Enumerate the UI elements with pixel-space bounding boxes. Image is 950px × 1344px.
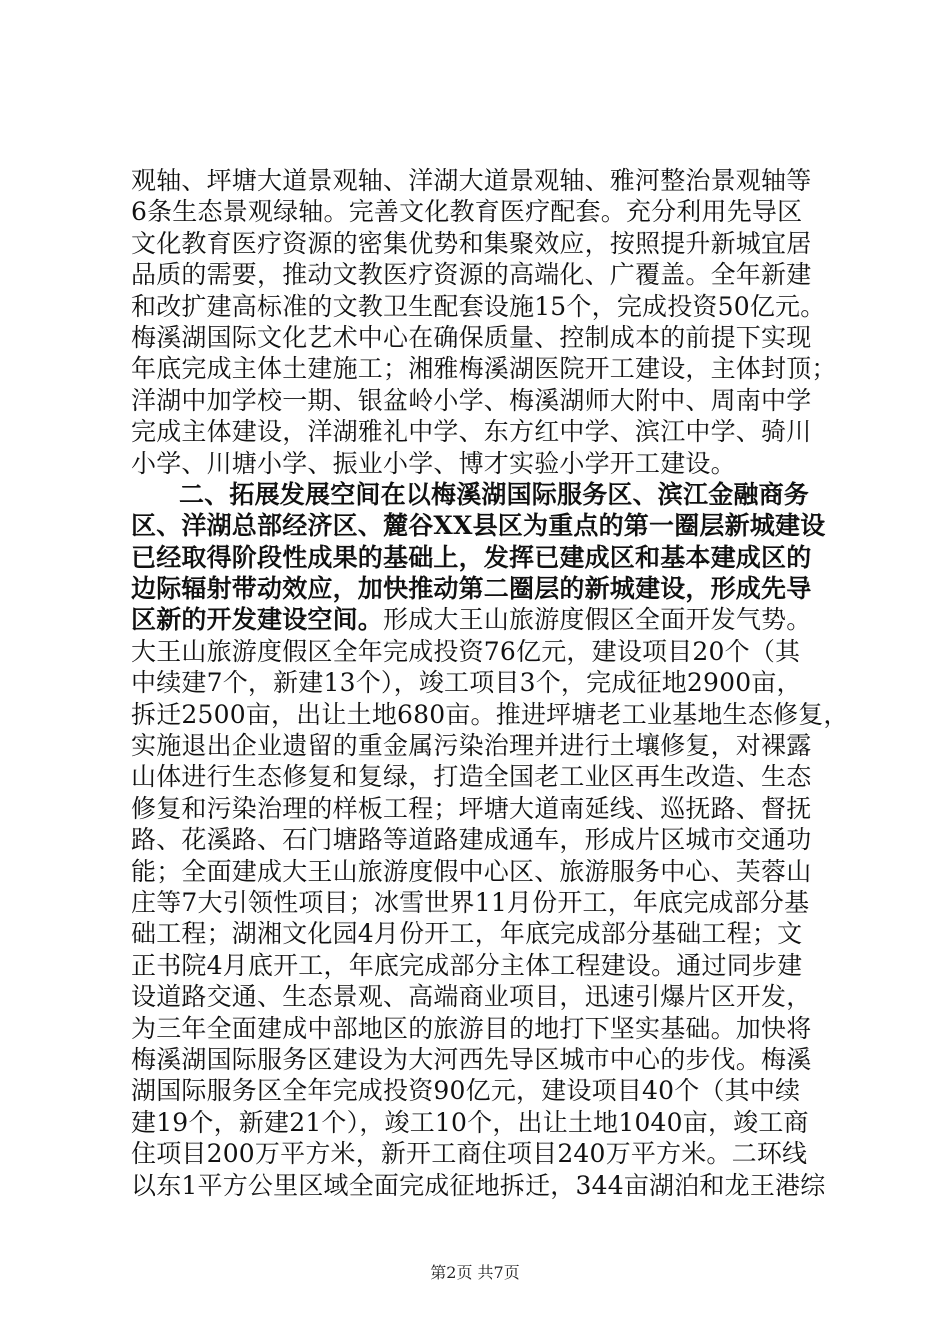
text-line: 中续建7个，新建13个），竣工项目3个，完成征地2900亩，	[131, 668, 802, 698]
text-line: 文化教育医疗资源的密集优势和集聚效应，按照提升新城宜居	[131, 228, 812, 258]
text-line: 修复和污染治理的样板工程；坪塘大道南延线、巡抚路、督抚	[131, 793, 812, 823]
text-line: 础工程；湖湘文化园4月份开工，年底完成部分基础工程；文	[131, 919, 803, 949]
text-line: 观轴、坪塘大道景观轴、洋湖大道景观轴、雅河整治景观轴等	[131, 166, 812, 195]
text-line: 正书院4月底开工，年底完成部分主体工程建设。通过同步建	[131, 950, 803, 980]
text-line: 建19个，新建21个），竣工10个，出让土地1040亩，竣工商	[131, 1107, 809, 1137]
text-line: 实施退出企业遗留的重金属污染治理并进行土壤修复，对裸露	[131, 731, 812, 761]
text-line: 山体进行生态修复和复绿，打造全国老工业区再生改造、生态	[131, 762, 812, 792]
text-line: 大王山旅游度假区全年完成投资76亿元，建设项目20个（其	[131, 636, 801, 666]
section-heading-line: 边际辐射带动效应，加快推动第二圈层的新城建设，形成先导	[131, 574, 812, 604]
text-line: 庄等7大引领性项目；冰雪世界11月份开工，年底完成部分基	[131, 887, 810, 917]
text-line: 年底完成主体土建施工；湘雅梅溪湖医院开工建设，主体封顶；	[131, 354, 837, 384]
text-line: 梅溪湖国际文化艺术中心在确保质量、控制成本的前提下实现	[131, 322, 812, 352]
section-heading-line: 二、拓展发展空间在以梅溪湖国际服务区、滨江金融商务	[179, 479, 810, 509]
text-line: 小学、川塘小学、振业小学、博才实验小学开工建设。	[131, 448, 736, 478]
text-line: 以东1平方公里区域全面完成征地拆迁，344亩湖泊和龙王港综	[131, 1170, 826, 1200]
normal-run: 形成大王山旅游度假区全面开发气势。	[383, 605, 812, 635]
text-line: 路、花溪路、石门塘路等道路建成通车，形成片区城市交通功	[131, 825, 812, 855]
text-line: 和改扩建高标准的文教卫生配套设施15个，完成投资50亿元。	[131, 291, 826, 321]
bold-run: 区新的开发建设空间。	[131, 605, 384, 635]
text-line: 梅溪湖国际服务区建设为大河西先导区城市中心的步伐。梅溪	[131, 1044, 812, 1074]
text-line: 能；全面建成大王山旅游度假中心区、旅游服务中心、芙蓉山	[131, 856, 812, 886]
section-heading-line: 区、洋湖总部经济区、麓谷XX县区为重点的第一圈层新城建设	[131, 511, 826, 541]
text-line: 为三年全面建成中部地区的旅游目的地打下坚实基础。加快将	[131, 1013, 812, 1043]
text-line: 完成主体建设，洋湖雅礼中学、东方红中学、滨江中学、骑川	[131, 417, 812, 447]
text-line: 湖国际服务区全年完成投资90亿元，建设项目40个（其中续	[131, 1076, 801, 1106]
body-text	[131, 165, 849, 1201]
page-number-footer: 第2页 共7页	[430, 1263, 520, 1282]
text-line: 拆迁2500亩，出让土地680亩。推进坪塘老工业基地生态修复，	[131, 699, 849, 729]
text-line: 设道路交通、生态景观、高端商业项目，迅速引爆片区开发，	[131, 982, 812, 1012]
text-line: 6条生态景观绿轴。完善文化教育医疗配套。充分利用先导区	[131, 197, 803, 227]
text-line: 洋湖中加学校一期、银盆岭小学、梅溪湖师大附中、周南中学	[131, 385, 812, 415]
mixed-text-line	[131, 604, 831, 635]
text-line: 品质的需要，推动文教医疗资源的高端化、广覆盖。全年新建	[131, 260, 812, 290]
text-line: 住项目200万平方米，新开工商住项目240万平方米。二环线	[131, 1139, 808, 1169]
section-heading-line: 已经取得阶段性成果的基础上，发挥已建成区和基本建成区的	[131, 542, 812, 572]
